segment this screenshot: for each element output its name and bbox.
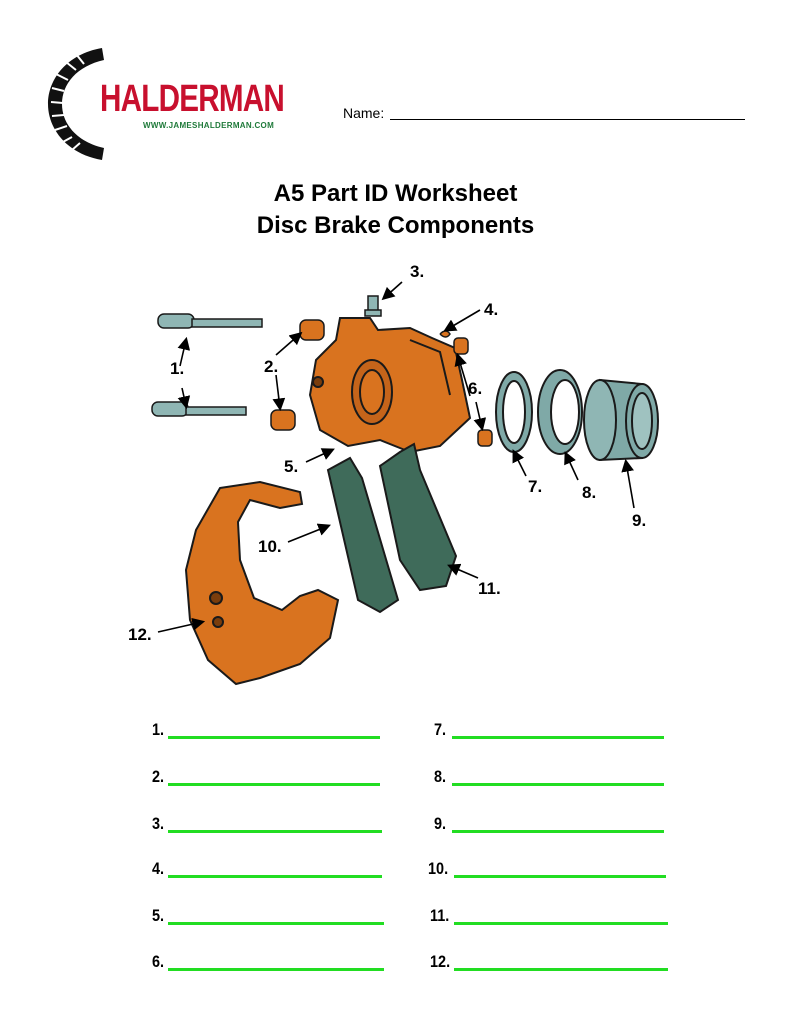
answer-field-1[interactable] — [168, 736, 380, 739]
answer-number: 5. — [152, 906, 165, 925]
disc-brake-diagram — [0, 250, 791, 710]
answer-field-11[interactable] — [454, 922, 668, 925]
answer-field-8[interactable] — [452, 783, 664, 786]
bleeder-screw — [365, 296, 381, 316]
sleeve-upper — [454, 338, 468, 354]
answer-field-12[interactable] — [454, 968, 668, 971]
answer-field-2[interactable] — [168, 783, 380, 786]
answer-field-7[interactable] — [452, 736, 664, 739]
logo-url: WWW.JAMESHALDERMAN.COM — [143, 121, 275, 130]
answer-section — [0, 710, 791, 990]
answer-field-10[interactable] — [454, 875, 666, 878]
callout-3: 3. — [410, 262, 425, 281]
answer-field-4[interactable] — [168, 875, 382, 878]
answer-number: 9. — [434, 814, 447, 833]
caliper-piston — [584, 380, 658, 460]
answer-number: 10. — [428, 859, 449, 878]
answer-field-5[interactable] — [168, 922, 384, 925]
answer-number: 12. — [430, 952, 451, 971]
logo-wordmark: HALDERMAN — [100, 78, 284, 120]
answer-number: 8. — [434, 767, 447, 786]
callout-2: 2. — [264, 357, 279, 376]
outer-brake-pad — [380, 444, 456, 590]
callout-11: 11. — [478, 579, 501, 598]
callout-12: 12. — [128, 625, 152, 644]
answer-number: 2. — [152, 767, 165, 786]
piston-seal — [496, 372, 532, 452]
bushing-lower — [271, 410, 295, 430]
retaining-clip — [440, 331, 450, 337]
guide-pin-lower — [152, 402, 246, 416]
answer-number: 7. — [434, 720, 447, 739]
answer-number: 3. — [152, 814, 165, 833]
answer-number: 6. — [152, 952, 165, 971]
callout-10: 10. — [258, 537, 282, 556]
worksheet-subtitle: Disc Brake Components — [256, 212, 535, 239]
answer-field-9[interactable] — [452, 830, 664, 833]
name-label: Name: — [343, 105, 385, 121]
callout-9: 9. — [632, 511, 647, 530]
caliper-bracket — [186, 482, 338, 684]
callout-1: 1. — [170, 359, 185, 378]
bushing-upper — [300, 320, 324, 340]
answer-number: 4. — [152, 859, 165, 878]
callout-8: 8. — [582, 483, 597, 502]
callout-4: 4. — [484, 300, 499, 319]
answer-number: 11. — [430, 906, 450, 925]
dust-boot — [538, 370, 582, 454]
worksheet-title: A5 Part ID Worksheet — [273, 180, 518, 207]
answer-field-6[interactable] — [168, 968, 384, 971]
name-field[interactable] — [390, 119, 745, 120]
answer-number: 1. — [152, 720, 165, 739]
sleeve-lower — [478, 430, 492, 446]
callout-7: 7. — [528, 477, 543, 496]
callout-5: 5. — [284, 457, 299, 476]
callout-6: 6. — [468, 379, 483, 398]
guide-pin-upper — [158, 314, 262, 328]
caliper-housing — [310, 318, 470, 452]
answer-field-3[interactable] — [168, 830, 382, 833]
